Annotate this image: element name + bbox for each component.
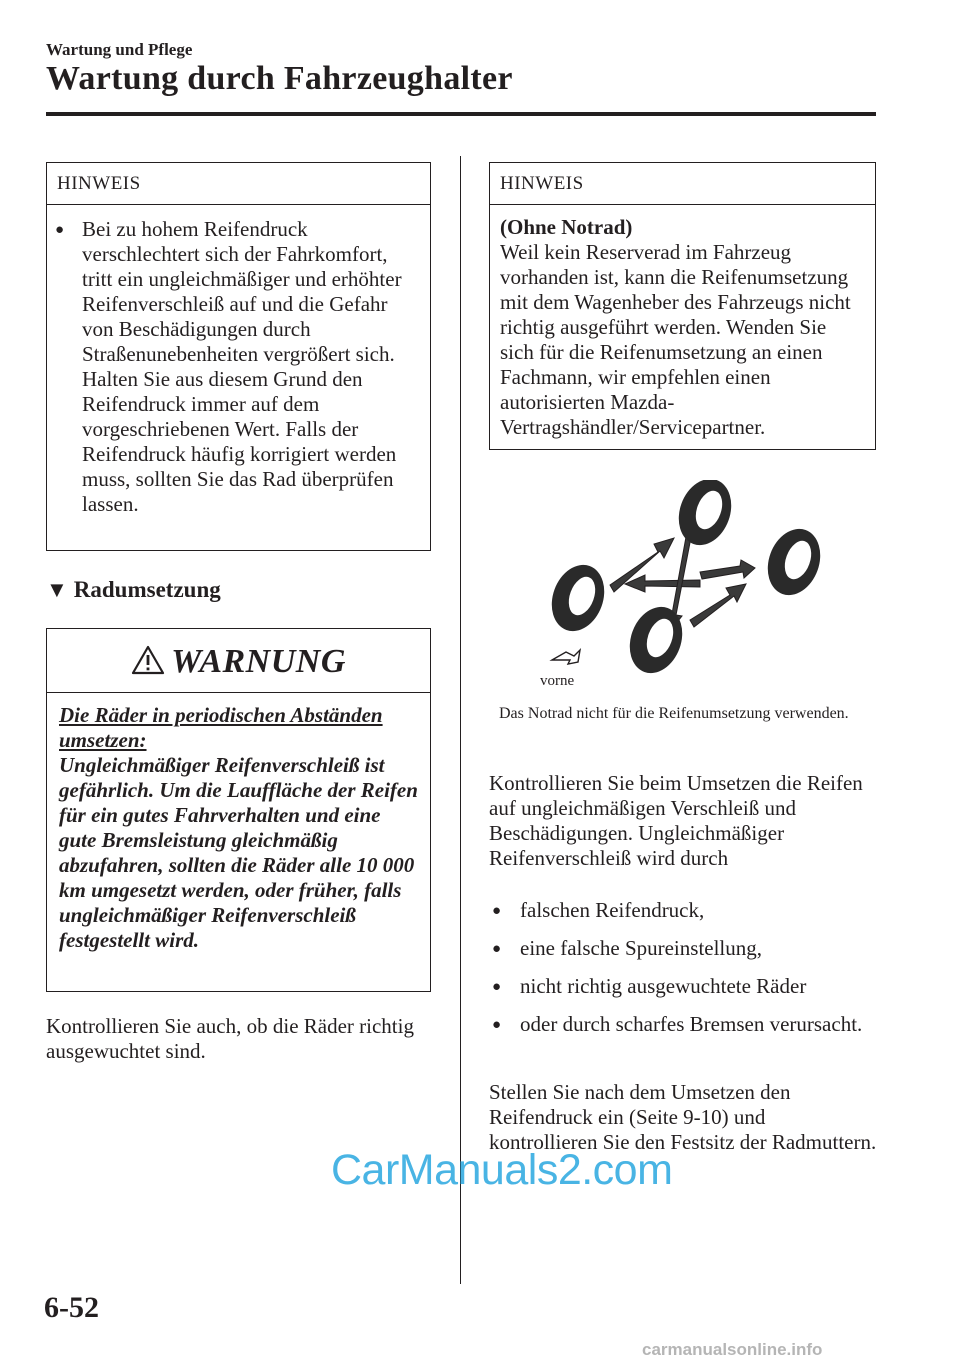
bullet-icon: ● (492, 903, 502, 919)
tyre-icon (621, 599, 691, 680)
front-label: vorne (540, 673, 575, 689)
bullet-icon: ● (492, 941, 502, 957)
front-pointer-icon (552, 650, 580, 664)
bullet-icon: ● (492, 1017, 502, 1033)
note-text-2: Halten Sie aus diesem Grund den Reifendruck immer auf dem vorgeschriebenen Wert. Falls der Reifendruck häufig korrigiert werden muss, sollten Sie das Rad überprüfen lassen. (82, 367, 397, 516)
note-subheading: (Ohne Notrad) (500, 215, 633, 239)
section-heading-text: Radumsetzung (73, 577, 221, 602)
note-label: HINWEIS (490, 163, 875, 205)
note-box-right (489, 162, 876, 450)
note-text: Bei zu hohem Reifendruck verschlechtert sich der Fahrkomfort, tritt ein ungleichmäßiger und erhöhter Reifenverschleiß auf und die Gefahr von Beschädigungen durch Straßenunebenheiten vergrößert sich. (82, 217, 402, 366)
tyre-icon (543, 557, 613, 638)
column-divider (460, 156, 461, 1284)
footer-watermark: carmanualsonline.info (642, 1340, 823, 1359)
warning-box (46, 628, 431, 992)
bullet-icon: ● (55, 222, 65, 238)
page-title: Wartung durch Fahrzeughalter (46, 60, 513, 97)
arrow-icon (625, 575, 700, 592)
note-text: Weil kein Reserverad im Fahrzeug vorhanden ist, kann die Reifenumsetzung mit dem Wagenheber des Fahrzeugs nicht richtig ausgeführt werden. Wenden Sie sich für die Reifenumsetzung an einen Fachmann, wir empfehlen einen autorisierten Mazda-Vertragshändler/Servicepartner. (500, 240, 851, 439)
watermark-logo: CarManuals2.com (331, 1146, 673, 1194)
list-item: ● eine falsche Spureinstellung, (489, 936, 879, 962)
note-label: HINWEIS (47, 163, 430, 205)
list-item: ● oder durch scharfes Bremsen verursacht. (489, 1012, 879, 1038)
tyre-icon (670, 480, 740, 553)
arrow-icon (700, 560, 755, 579)
section-label: Wartung und Pflege (46, 40, 193, 59)
tyre-icon (759, 521, 829, 602)
warning-title: WARNUNG (171, 643, 346, 680)
list-item: ● falschen Reifendruck, (489, 898, 879, 924)
left-paragraph: Kontrollieren Sie auch, ob die Räder richtig ausgewuchtet sind. (46, 1014, 414, 1063)
bullet-icon: ● (492, 979, 502, 995)
note-box-left (46, 162, 431, 551)
cause-list (489, 898, 879, 1050)
list-item: ● nicht richtig ausgewuchtete Räder (489, 974, 879, 1000)
right-paragraph-1: Kontrollieren Sie beim Umsetzen die Reifen auf ungleichmäßigen Verschleiß und Beschädigungen. Ungleichmäßiger Reifenverschleiß wird durch (489, 771, 863, 870)
arrow-icon (690, 584, 746, 627)
page-number: 6-52 (44, 1291, 99, 1324)
warning-triangle-icon (131, 645, 165, 680)
figure-caption: Das Notrad nicht für die Reifenumsetzung verwenden. (499, 705, 849, 722)
right-paragraph-2: Stellen Sie nach dem Umsetzen den Reifendruck ein (Seite 9-10) und kontrollieren Sie den Festsitz der Radmuttern. (489, 1080, 877, 1154)
title-rule (46, 112, 876, 116)
triangle-marker-icon: ▼ (46, 577, 68, 602)
section-heading (46, 577, 221, 603)
warning-underlined: Die Räder in periodischen Abständen umsetzen: (59, 703, 383, 752)
tire-rotation-figure (540, 480, 860, 690)
warning-text: Ungleichmäßiger Reifenverschleiß ist gefährlich. Um die Lauffläche der Reifen für ein gutes Fahrverhalten und eine gute Bremsleistung gleichmäßig abzufahren, sollten die Räder alle 10 000 km umgesetzt werden, oder früher, falls ungleichmäßiger Reifenverschleiß festgestellt wird. (59, 753, 418, 952)
